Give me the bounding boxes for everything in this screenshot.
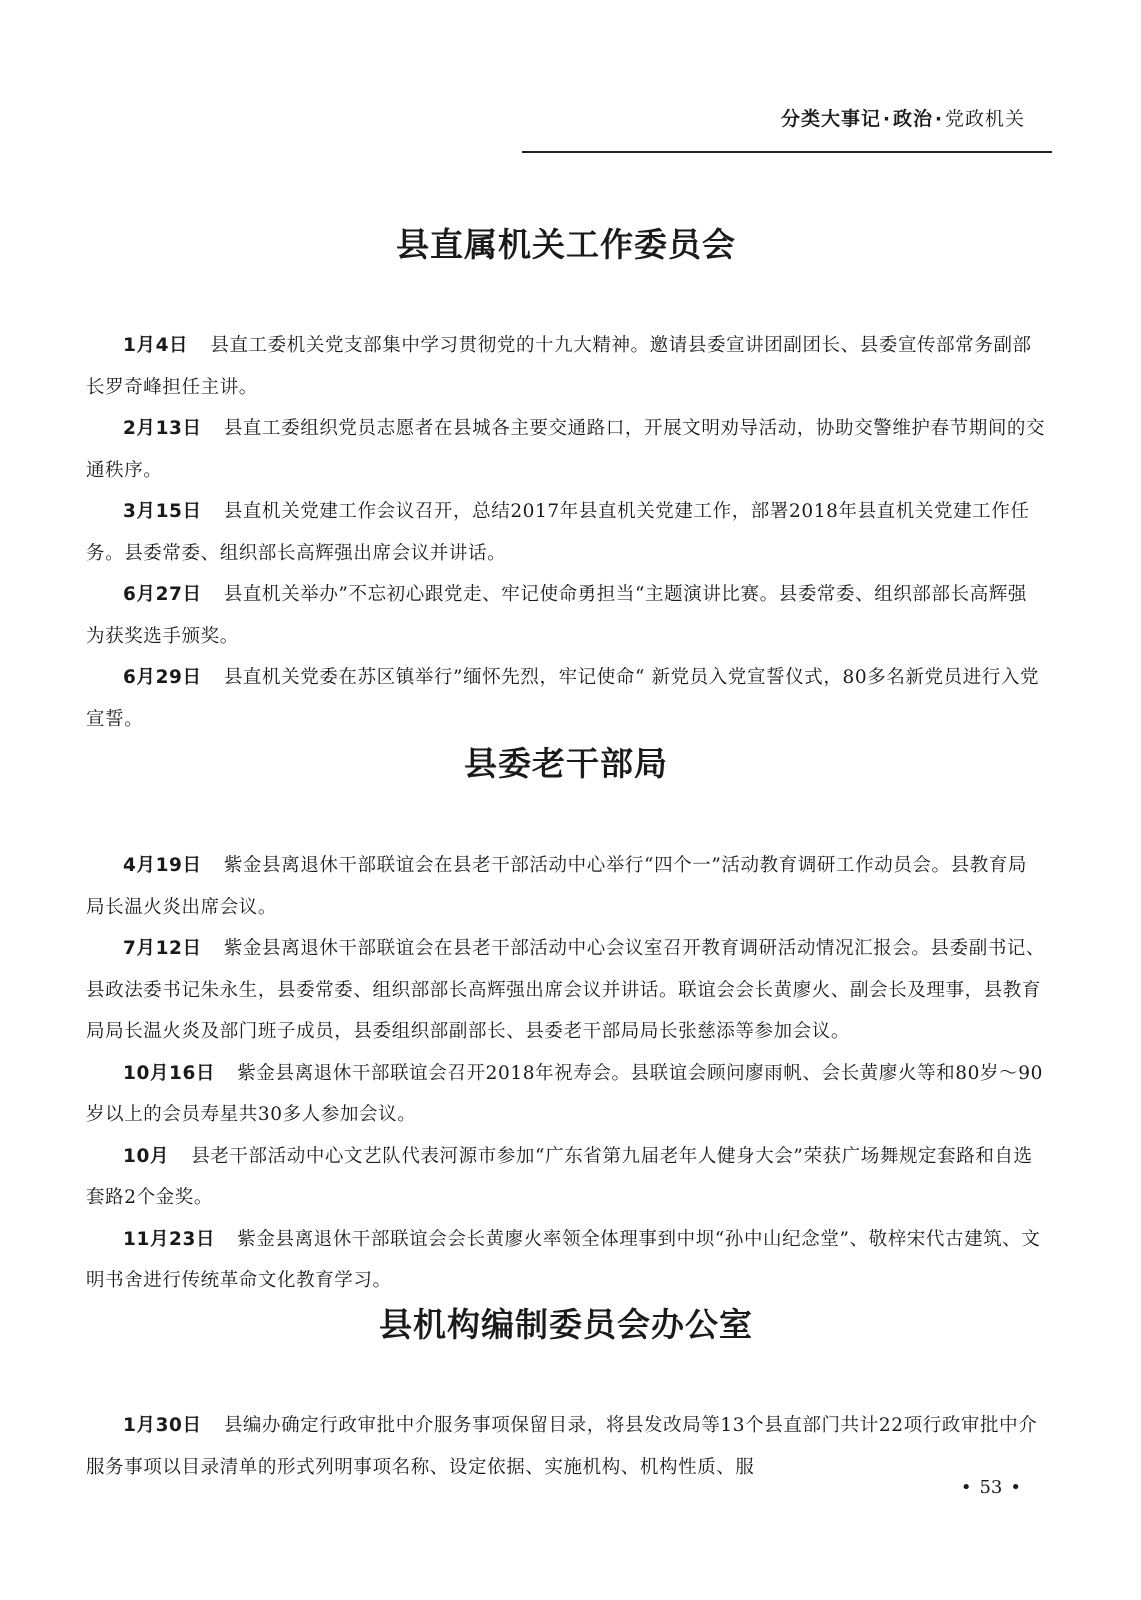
section-2: [86, 739, 1046, 1302]
entry: [86, 845, 1046, 928]
entry-date: 1月4日: [123, 335, 189, 356]
entry: [86, 408, 1046, 491]
entry-date: 4月19日: [123, 855, 202, 876]
entry-text: 县老干部活动中心文艺队代表河源市参加“广东省第九届老年人健身大会”荣获广场舞规定套路和自选套路2个金奖。: [86, 1145, 1033, 1208]
section-3: [86, 1300, 1046, 1488]
entry: [86, 491, 1046, 574]
entry-text: 紫金县离退休干部联谊会会长黄廖火率领全体理事到中坝“孙中山纪念堂”、敬梓宋代古建筑、文明书舍进行传统革命文化教育学习。: [86, 1228, 1041, 1291]
page-number: [953, 1477, 1029, 1498]
entry-date: 3月15日: [123, 501, 202, 522]
entry-date: 1月30日: [123, 1415, 202, 1436]
header-part-3: 党政机关: [944, 108, 1025, 130]
entry-date: 11月23日: [123, 1228, 216, 1250]
entry: [86, 1053, 1046, 1136]
entry-list: [86, 1405, 1046, 1488]
entry: [86, 657, 1046, 740]
header-separator-1: ·: [882, 108, 892, 130]
entry-text: 县直工委组织党员志愿者在县城各主要交通路口，开展文明劝导活动，协助交警维护春节期间的交通秩序。: [86, 418, 1046, 481]
header-part-2: 政治: [892, 108, 933, 130]
entry-date: 10月16日: [123, 1062, 216, 1084]
page-number-value: 53: [979, 1477, 1003, 1498]
entry-text: 县直工委机关党支部集中学习贯彻党的十九大精神。邀请县委宣讲团副团长、县委宣传部常务副部长罗奇峰担任主讲。: [86, 335, 1032, 398]
entry-date: 10月: [123, 1145, 170, 1167]
page-number-dot-left: •: [960, 1477, 972, 1498]
entry-text: 紫金县离退休干部联谊会召开2018年祝寿会。县联谊会顾问廖雨帆、会长黄廖火等和80岁～90岁以上的会员寿星共30多人参加会议。: [86, 1062, 1043, 1125]
header-part-1: 分类大事记: [780, 108, 881, 130]
entry: [86, 574, 1046, 657]
entry-text: 县直机关举办”不忘初心跟党走、牢记使命勇担当“主题演讲比赛。县委常委、组织部部长高辉强为获奖选手颁奖。: [86, 584, 1028, 647]
entry-date: 6月29日: [123, 667, 202, 688]
entry: [86, 1136, 1046, 1219]
entry-date: 2月13日: [123, 418, 202, 439]
entry-date: 6月27日: [123, 584, 202, 605]
entry-text: 县直机关党建工作会议召开，总结2017年县直机关党建工作，部署2018年县直机关党建工作任务。县委常委、组织部长高辉强出席会议并讲话。: [86, 501, 1030, 564]
entry: [86, 325, 1046, 408]
entry-text: 县编办确定行政审批中介服务事项保留目录，将县发改局等13个县直部门共计22项行政审批中介服务事项以目录清单的形式列明事项名称、设定依据、实施机构、机构性质、服: [86, 1415, 1038, 1478]
entry: [86, 1219, 1046, 1302]
section-title: 县机构编制委员会办公室: [379, 1305, 753, 1344]
header-separator-2: ·: [934, 108, 944, 130]
page-number-dot-right: •: [1010, 1477, 1021, 1498]
running-header: [781, 104, 1025, 131]
entry-list: [86, 845, 1046, 1302]
entry-text: 紫金县离退休干部联谊会在县老干部活动中心举行“四个一”活动教育调研工作动员会。县教育局局长温火炎出席会议。: [86, 855, 1028, 918]
header-rule: [522, 151, 1052, 153]
entry: [86, 1405, 1046, 1488]
section-1: [86, 220, 1046, 740]
entry-text: 紫金县离退休干部联谊会在县老干部活动中心会议室召开教育调研活动情况汇报会。县委副书记、县政法委书记朱永生，县委常委、组织部部长高辉强出席会议并讲话。联谊会会长黄廖火、副会长及理事，县教育局局长温火炎及部门班子成员，县委组织部副部长、县委老干部局局长张慈添等参加会议。: [86, 938, 1046, 1042]
entry-date: 7月12日: [123, 938, 202, 959]
entry-list: [86, 325, 1046, 740]
entry: [86, 928, 1046, 1053]
section-title: 县委老干部局: [464, 744, 668, 783]
entry-text: 县直机关党委在苏区镇举行”缅怀先烈，牢记使命“ 新党员入党宣誓仪式，80多名新党员进行入党宣誓。: [86, 667, 1040, 730]
section-title: 县直属机关工作委员会: [396, 225, 736, 264]
